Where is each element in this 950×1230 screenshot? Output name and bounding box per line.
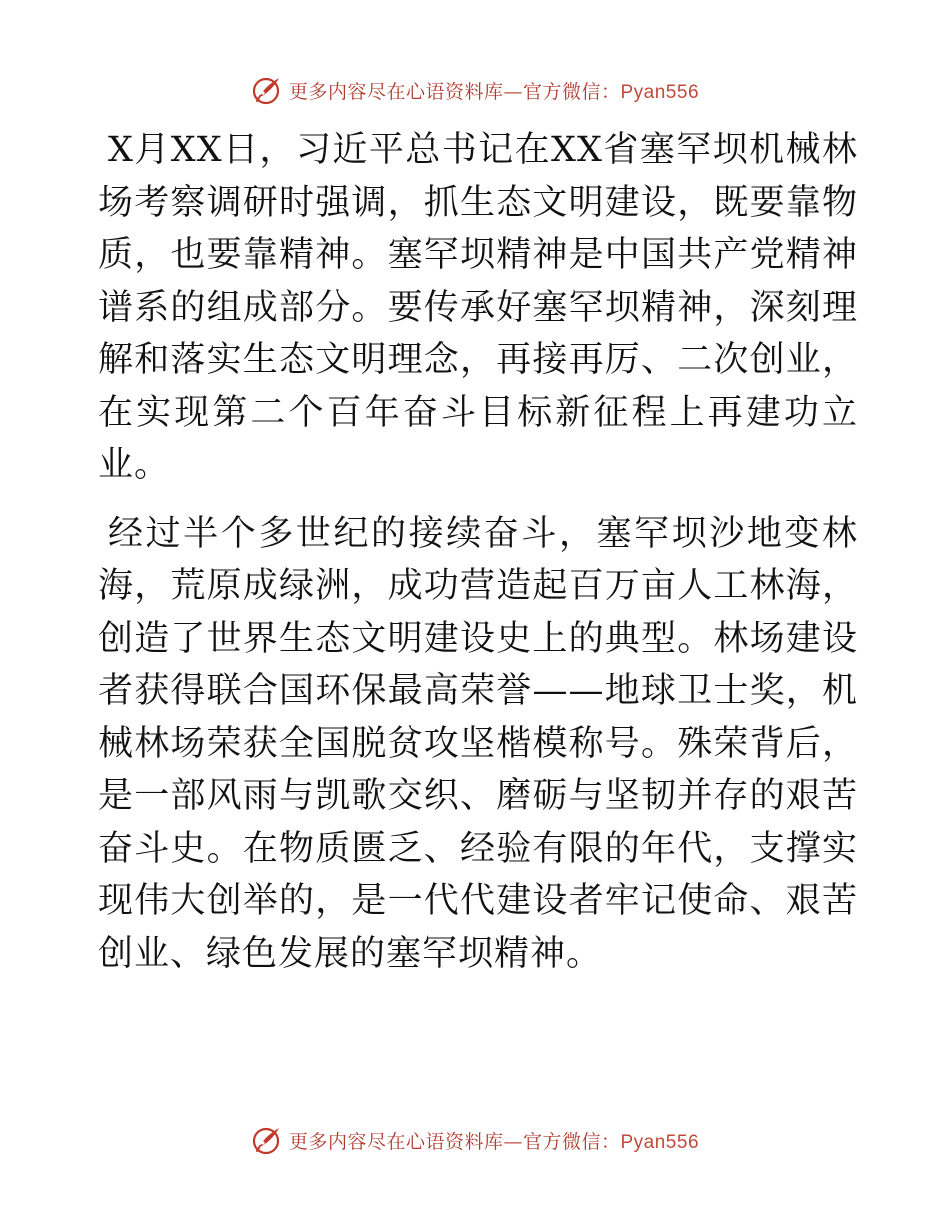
paragraph-2: 经过半个多世纪的接续奋斗，塞罕坝沙地变林海，荒原成绿洲，成功营造起百万亩人工林海，创造了世界生态文明建设史上的典型。林场建设者获得联合国环保最高荣誉——地球卫士奖，机械林场荣获全国脱贫攻坚楷模称号。殊荣背后，是一部风雨与凯歌交织、磨砺与坚韧并存的艰苦奋斗史。在物质匮乏、经验有限的年代，支撑实现伟大创举的，是一代代建设者牢记使命、艰苦创业、绿色发展的塞罕坝精神。 — [98, 513, 858, 974]
footer-banner-separator: — — [503, 1130, 523, 1153]
header-banner-wechat-label: 官方微信： — [522, 80, 621, 103]
header-banner-text — [289, 77, 699, 104]
footer-banner — [0, 1120, 950, 1160]
header-banner-title: 更多内容尽在心语资料库 — [288, 80, 504, 103]
header-banner — [0, 70, 950, 110]
footer-banner-title: 更多内容尽在心语资料库 — [288, 1130, 504, 1153]
footer-banner-text — [289, 1127, 699, 1154]
footer-banner-wechat-label: 官方微信： — [522, 1130, 621, 1153]
article-body — [98, 124, 858, 980]
header-banner-wechat-id: Pyan556 — [620, 81, 700, 103]
header-banner-separator: — — [503, 80, 523, 103]
footer-banner-wechat-id: Pyan556 — [620, 1131, 700, 1153]
paragraph-1: X月XX日，习近平总书记在XX省塞罕坝机械林场考察调研时强调，抓生态文明建设，既要靠物质，也要靠精神。塞罕坝精神是中国共产党精神谱系的组成部分。要传承好塞罕坝精神，深刻理解和落实生态文明理念，再接再厉、二次创业，在实现第二个百年奋斗目标新征程上再建功立业。 — [98, 130, 858, 485]
quill-pen-circle-icon — [251, 1124, 283, 1156]
quill-pen-circle-icon — [251, 74, 283, 106]
